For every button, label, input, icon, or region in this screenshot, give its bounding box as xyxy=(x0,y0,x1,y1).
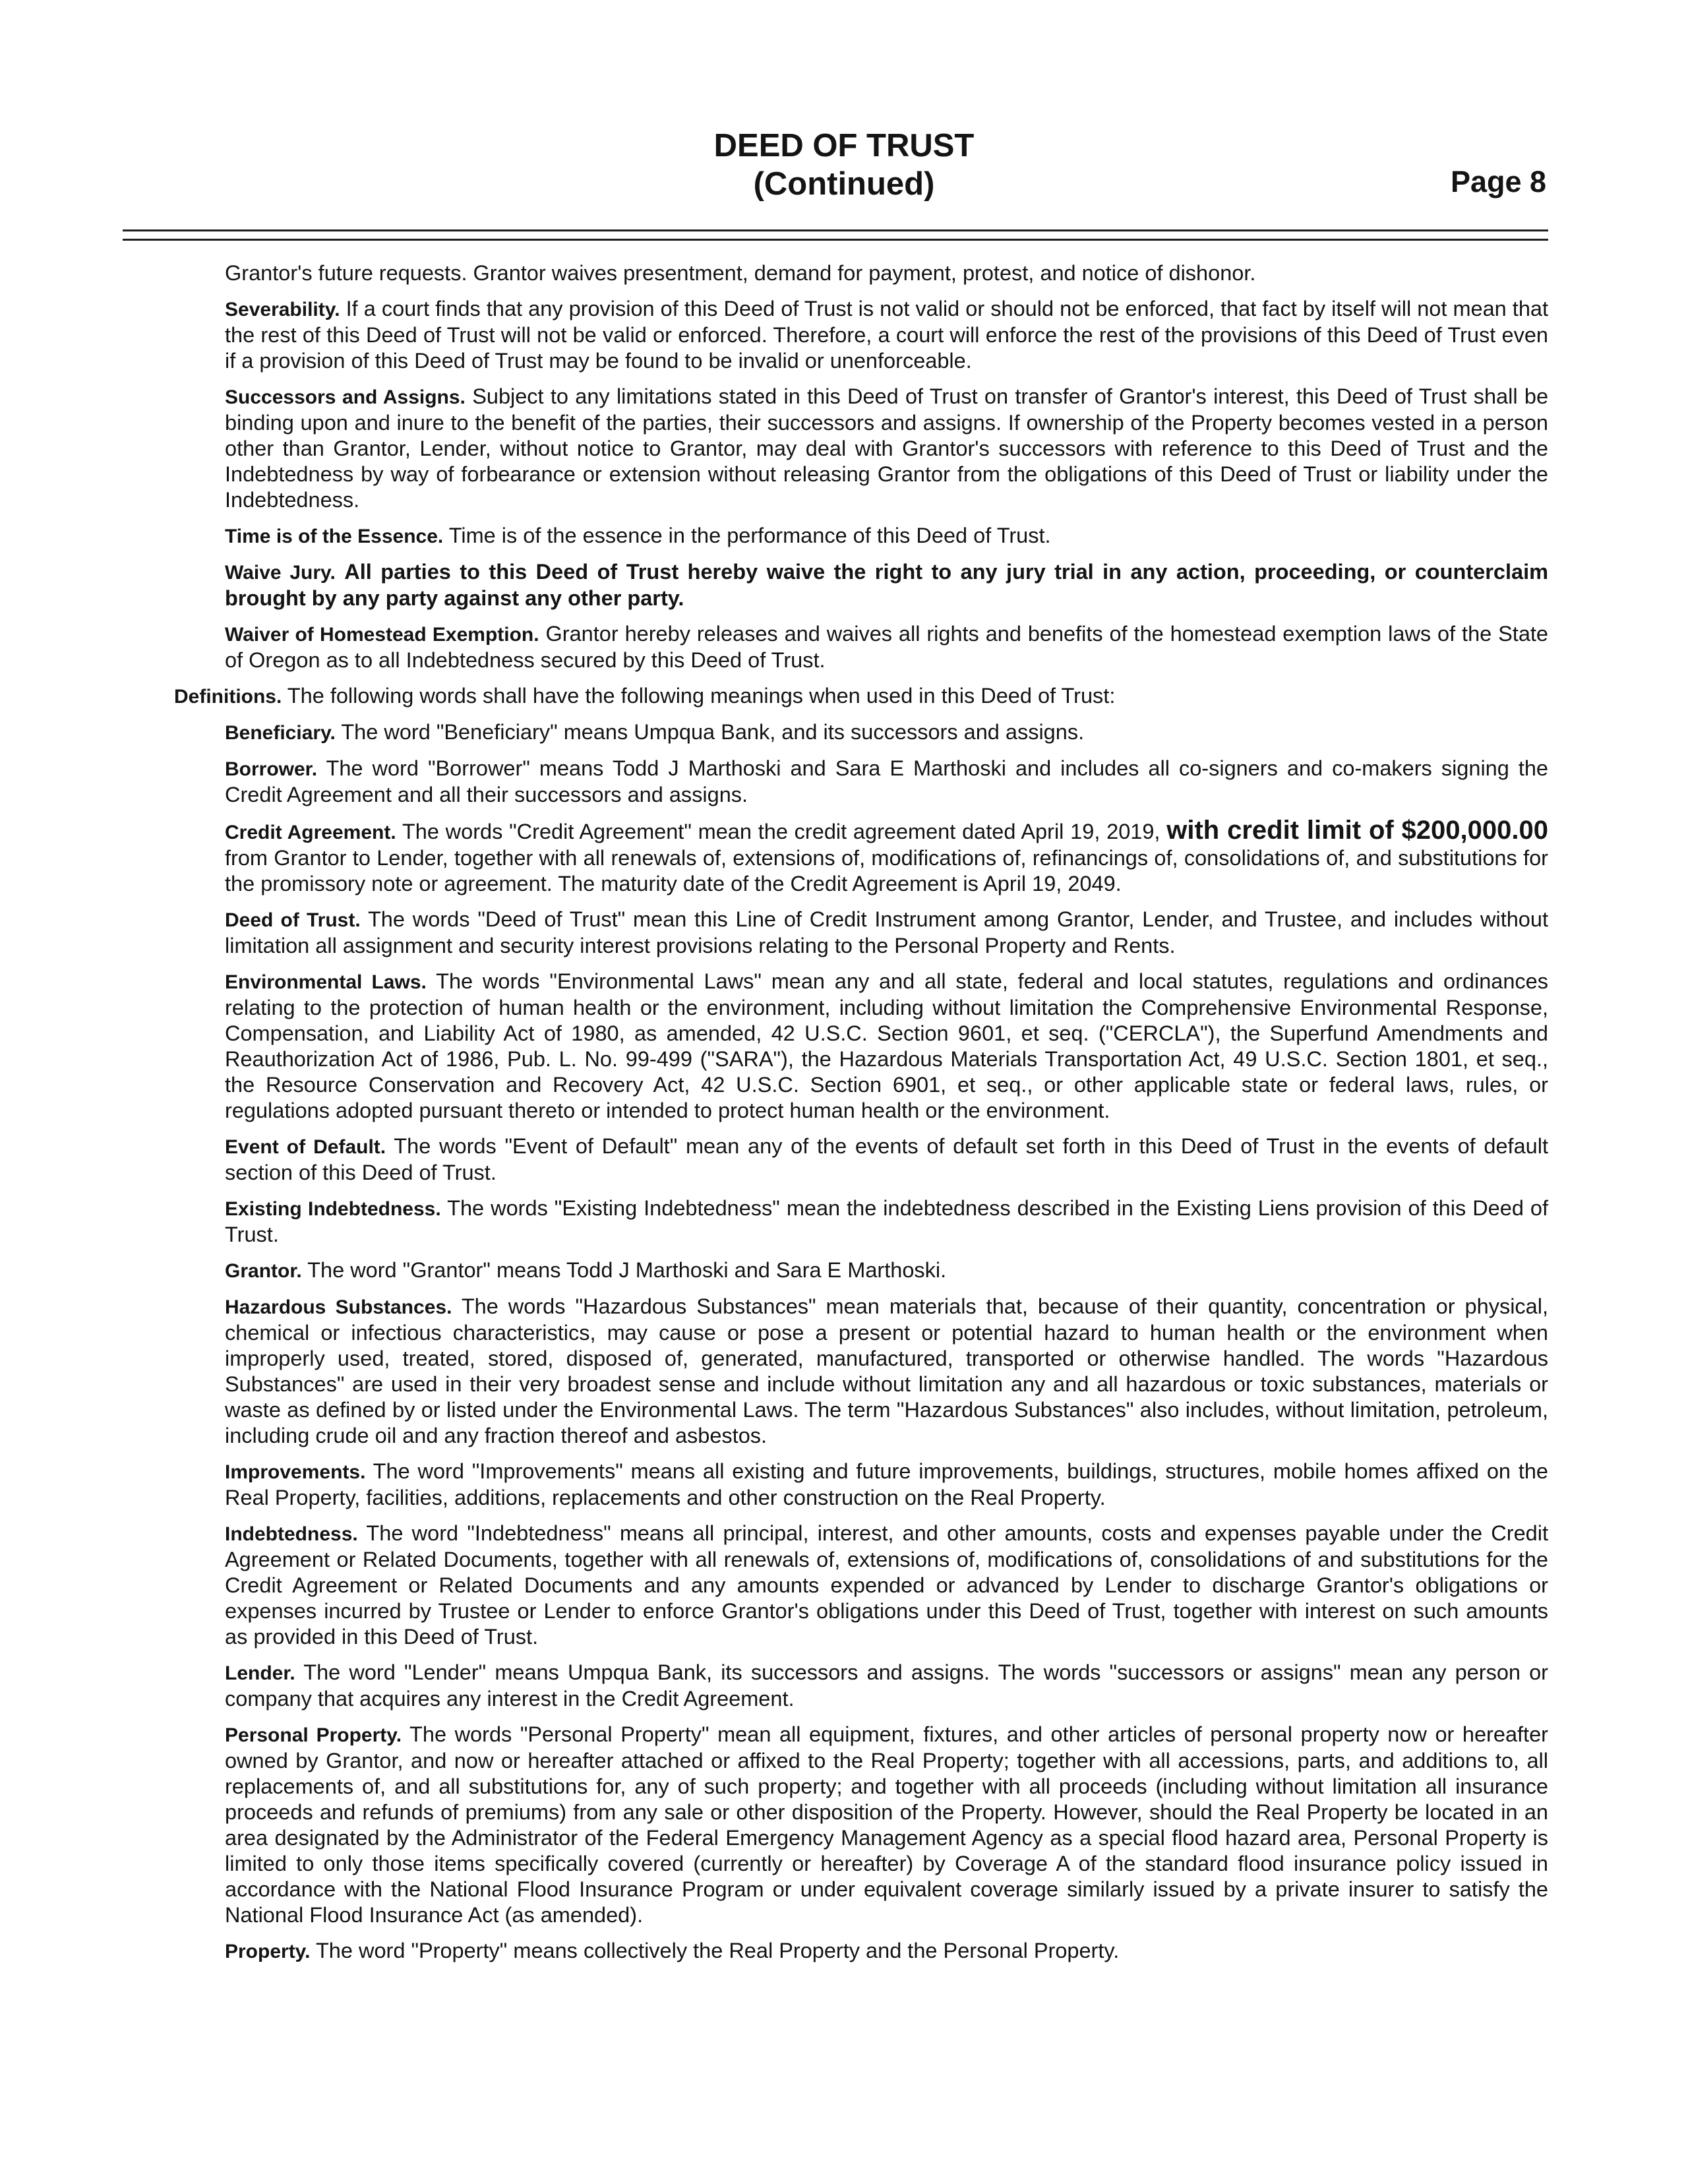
paragraph-continued: Grantor's future requests. Grantor waives presentment, demand for payment, protest, and notice of dishonor. xyxy=(225,261,1256,285)
definition-borrower xyxy=(225,756,1548,808)
term-label: Time is of the Essence. xyxy=(225,526,444,547)
definition-hazardous-substances xyxy=(225,1294,1548,1449)
term-text-continued: from Grantor to Lender, together with all renewals of, extensions of, modifications of, refinancings of, consolidations of, and substitutions for the promissory note or agreement. The maturity date of the Credit Agreement is April 19, 2049. xyxy=(225,846,1548,895)
term-label: Environmental Laws. xyxy=(225,971,427,993)
term-text: The words "Personal Property" mean all equipment, fixtures, and other articles of personal property now or hereafter owned by Grantor, and now or hereafter attached or affixed to the Real Property; together with all accessions, parts, and additions to, all replacements of, and all substitutions for, any of such property; and together with all proceeds (including without limitation all insurance proceeds and refunds of premiums) from any sale or other disposition of the Property. However, should the Real Property be located in an area designated by the Administrator of the Federal Emergency Management Agency as a special flood hazard area, Personal Property is limited to only those items specifically covered (currently or hereafter) by Coverage A of the standard flood insurance policy issued in accordance with the National Flood Insurance Program or under equivalent coverage similarly issued by a private insurer to satisfy the National Flood Insurance Act (as amended). xyxy=(225,1722,1548,1927)
term-text: The word "Beneficiary" means Umpqua Bank, and its successors and assigns. xyxy=(341,720,1085,744)
term-text: The word "Property" means collectively the Real Property and the Personal Property. xyxy=(315,1939,1120,1962)
definition-event-of-default xyxy=(225,1134,1548,1186)
definition-lender xyxy=(225,1660,1548,1712)
term-text: Subject to any limitations stated in this Deed of Trust on transfer of Grantor's interest, this Deed of Trust shall be binding upon and inure to the benefit of the parties, their successors and assigns. If ownership of the Property becomes vested in a person other than Grantor, Lender, without notice to Grantor, may deal with Grantor's successors with reference to this Deed of Trust and the Indebtedness by way of forbearance or extension without releasing Grantor from the obligations of this Deed of Trust or liability under the Indebtedness. xyxy=(225,384,1549,512)
paragraph-time-essence xyxy=(225,523,1548,549)
term-text: Time is of the essence in the performance of this Deed of Trust. xyxy=(448,524,1051,547)
definition-property xyxy=(225,1938,1548,1964)
term-label: Waiver of Homestead Exemption. xyxy=(225,624,539,646)
term-label: Event of Default. xyxy=(225,1136,386,1158)
header-rule-bottom xyxy=(123,239,1548,241)
term-text: The following words shall have the following meanings when used in this Deed of Trust: xyxy=(287,684,1116,708)
term-text: The word "Improvements" means all existing and future improvements, buildings, structures, mobile homes affixed on the Real Property, facilities, additions, replacements and other construction on the Real Property. xyxy=(225,1459,1548,1509)
definition-environmental-laws xyxy=(225,969,1548,1124)
term-label: Severability. xyxy=(225,299,340,320)
term-text: The words "Environmental Laws" mean any and all state, federal and local statutes, regulations and ordinances relating to the protection of human health or the environment, including without limitation the Comprehensive Environmental Response, Compensation, and Liability Act of 1980, as amended, 42 U.S.C. Section 9601, et seq. ("CERCLA"), the Superfund Amendments and Reauthorization Act of 1986, Pub. L. No. 99-499 ("SARA"), the Hazardous Materials Transportation Act, 49 U.S.C. Section 1801, et seq., the Resource Conservation and Recovery Act, 42 U.S.C. Section 6901, et seq., or other applicable state or federal laws, rules, or regulations adopted pursuant thereto or intended to protect human health or the environment. xyxy=(225,969,1549,1122)
term-label: Hazardous Substances. xyxy=(225,1296,452,1318)
term-text: The words "Event of Default" mean any of the events of default set forth in this Deed of Trust in the events of default section of this Deed of Trust. xyxy=(225,1134,1548,1184)
term-text: The words "Existing Indebtedness" mean the indebtedness described in the Existing Liens provision of this Deed of Trust. xyxy=(225,1196,1549,1246)
paragraph-homestead xyxy=(225,621,1548,673)
term-text: Grantor hereby releases and waives all rights and benefits of the homestead exemption laws of the State of Oregon as to all Indebtedness secured by this Deed of Trust. xyxy=(225,622,1549,672)
definition-improvements xyxy=(225,1459,1548,1511)
definition-beneficiary xyxy=(225,719,1548,746)
term-label: Indebtedness. xyxy=(225,1523,358,1545)
term-label: Definitions. xyxy=(174,686,282,708)
definition-existing-indebtedness xyxy=(225,1196,1548,1248)
term-label: Lender. xyxy=(225,1662,295,1684)
paragraph-severability xyxy=(225,296,1548,374)
title-line-2: (Continued) xyxy=(753,166,935,202)
term-text: All parties to this Deed of Trust hereby waive the right to any jury trial in any action, proceeding, or counterclaim brought by any party against any other party. xyxy=(225,560,1548,610)
paragraph-waive-jury xyxy=(225,559,1548,611)
definition-grantor xyxy=(225,1258,1548,1284)
term-text: The word "Borrower" means Todd J Marthoski and Sara E Marthoski and includes all co-signers and co-makers signing the Credit Agreement and all their successors and assigns. xyxy=(225,756,1548,806)
term-label: Property. xyxy=(225,1941,311,1962)
term-text: The words "Hazardous Substances" mean materials that, because of their quantity, concentration or physical, chemical or infectious characteristics, may cause or pose a present or potential hazard to human health or the environment when improperly used, treated, stored, disposed of, generated, manufactured, transported or otherwise handled. The words "Hazardous Substances" are used in their very broadest sense and include without limitation any and all hazardous or toxic substances, materials or waste as defined by or listed under the Environmental Laws. The term "Hazardous Substances" also includes, without limitation, petroleum, including crude oil and any fraction thereof and asbestos. xyxy=(225,1294,1548,1447)
term-text: The word "Grantor" means Todd J Marthoski and Sara E Marthoski. xyxy=(307,1258,947,1282)
paragraph-definitions xyxy=(174,683,1548,710)
term-label: Waive Jury. xyxy=(225,562,336,584)
title-line-1: DEED OF TRUST xyxy=(713,128,975,164)
term-label: Grantor. xyxy=(225,1260,302,1282)
document-body xyxy=(123,260,1548,1974)
term-label: Personal Property. xyxy=(225,1724,402,1746)
term-text: If a court finds that any provision of this Deed of Trust is not valid or should not be enforced, that fact by itself will not mean that the rest of this Deed of Trust will not be valid or enforced. Therefore, a court will enforce the rest of the provisions of this Deed of Trust even if a provision of this Deed of Trust may be found to be invalid or unenforceable. xyxy=(225,297,1549,373)
term-label: Deed of Trust. xyxy=(225,909,361,931)
paragraph-successors xyxy=(225,384,1548,513)
term-label: Borrower. xyxy=(225,758,318,780)
definition-personal-property xyxy=(225,1722,1548,1928)
credit-limit-highlight: with credit limit of $200,000.00 xyxy=(1166,816,1548,845)
term-label: Successors and Assigns. xyxy=(225,386,466,408)
term-label: Credit Agreement. xyxy=(225,822,396,843)
term-text: The word "Indebtedness" means all principal, interest, and other amounts, costs and expenses payable under the Credit Agreement or Related Documents, together with all renewals of, extensions of, modifications of, consolidations of and substitutions for the Credit Agreement or Related Documents and any amounts expended or advanced by Lender to discharge Grantor's obligations or expenses incurred by Trustee or Lender to enforce Grantor's obligations under this Deed of Trust, together with interest on such amounts as provided in this Deed of Trust. xyxy=(225,1521,1548,1649)
definition-indebtedness xyxy=(225,1521,1548,1650)
header-rule-top xyxy=(123,229,1548,231)
term-label: Existing Indebtedness. xyxy=(225,1198,441,1220)
term-label: Improvements. xyxy=(225,1461,366,1483)
term-text: The words "Deed of Trust" mean this Line of Credit Instrument among Grantor, Lender, and Trustee, and includes without limitation all assignment and security interest provisions relating to the Personal Property and Rents. xyxy=(225,907,1548,957)
term-text: The words "Credit Agreement" mean the credit agreement dated April 19, 2019, xyxy=(402,820,1160,843)
definition-credit-agreement xyxy=(225,818,1548,897)
term-text: The word "Lender" means Umpqua Bank, its successors and assigns. The words "successors or assigns" mean any person or company that acquires any interest in the Credit Agreement. xyxy=(225,1660,1548,1711)
definition-deed-of-trust xyxy=(225,907,1548,959)
page-title xyxy=(580,127,1108,203)
term-label: Beneficiary. xyxy=(225,722,336,744)
page-number: Page 8 xyxy=(1451,165,1547,198)
